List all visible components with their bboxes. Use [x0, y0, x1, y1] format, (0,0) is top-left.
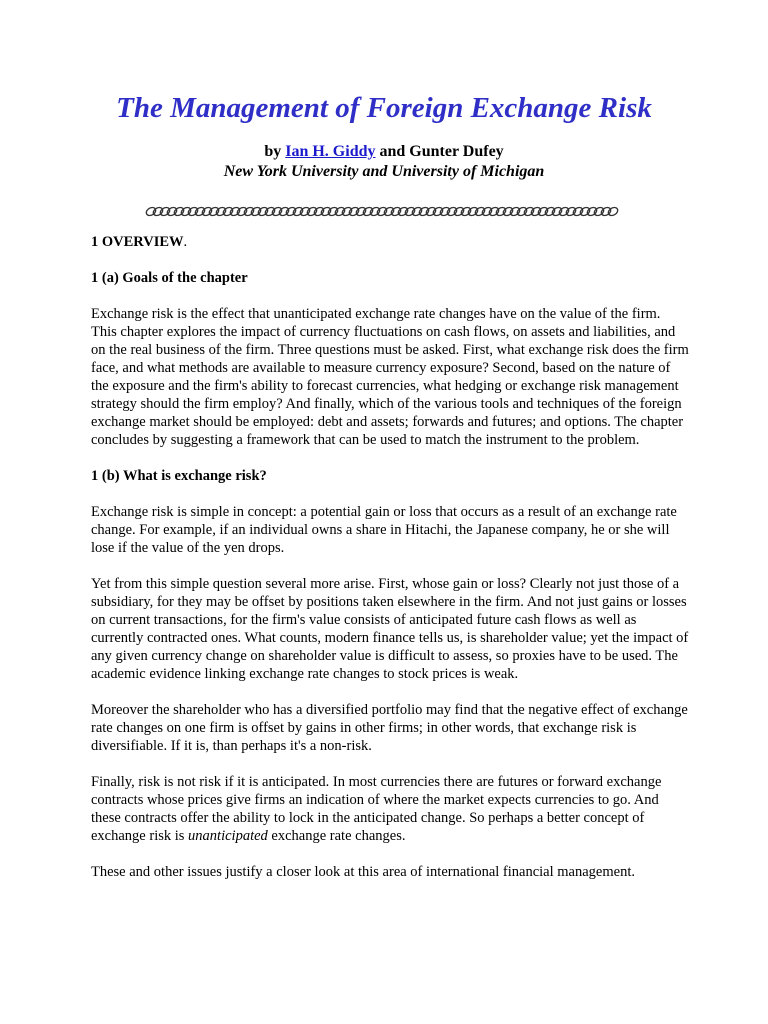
main-content: [91, 233, 689, 899]
author-link[interactable]: Ian H. Giddy: [285, 143, 376, 160]
byline: [0, 142, 768, 162]
paragraph-exchange-risk-3: Moreover the shareholder who has a diversified portfolio may find that the negative effect of exchange rate changes on one firm is offset by gains in other firms; in other words, that exchange risk is diversifiable. If it is, than perhaps it's a non-risk.: [91, 702, 688, 754]
section-heading-overview: 1 OVERVIEW.: [91, 234, 188, 250]
paragraph-exchange-risk-1: Exchange risk is simple in concept: a potential gain or loss that occurs as a result of an exchange rate change. For example, if an individual owns a share in Hitachi, the Japanese company, he or she will lose if the value of the yen drops.: [91, 504, 677, 556]
section-heading-exchange-risk: 1 (b) What is exchange risk?: [91, 468, 267, 484]
paragraph-goals: Exchange risk is the effect that unanticipated exchange rate changes have on the value of the firm. This chapter explores the impact of currency fluctuations on cash flows, on assets and liabilities, and on the real business of the firm. Three questions must be asked. First, what exchange risk does the firm face, and what methods are available to measure currency exposure? Second, based on the nature of the exposure and the firm's ability to forecast currencies, what hedging or exchange risk management strategy should the firm employ? And finally, which of the various tools and techniques of the foreign exchange market should be employed: debt and assets; forwards and futures; and options. The chapter concludes by suggesting a framework that can be used to match the instrument to the problem.: [91, 306, 689, 448]
byline-coauthor: and Gunter Dufey: [375, 143, 504, 160]
paragraph-exchange-risk-5: These and other issues justify a closer look at this area of international financial management.: [91, 864, 635, 880]
section-heading-goals: 1 (a) Goals of the chapter: [91, 270, 248, 286]
byline-by: by: [264, 143, 286, 160]
affiliation: New York University and University of Michigan: [223, 163, 545, 180]
decorative-divider: [145, 205, 622, 218]
paragraph-exchange-risk-2: Yet from this simple question several more arise. First, whose gain or loss? Clearly not just those of a subsidiary, for they may be offset by positions taken elsewhere in the firm. And not just gains or losses on current transactions, for the firm's value consists of anticipated future cash flows as well as currently contracted ones. What counts, modern finance tells us, is shareholder value; yet the impact of any given currency change on shareholder value is difficult to assess, so proxies have to be used. The academic evidence linking exchange rate changes to stock prices is weak.: [91, 576, 689, 682]
emphasis-unanticipated: unanticipated: [188, 828, 268, 844]
page-title: The Management of Foreign Exchange Risk: [116, 92, 652, 124]
paragraph-exchange-risk-4: Finally, risk is not risk if it is anticipated. In most currencies there are futures or forward exchange contracts whose prices give firms an indication of where the market expects currencies to go. And these contracts offer the ability to lock in the anticipated change. So perhaps a better concept of exchange risk is unanticipated exchange rate changes.: [91, 774, 662, 844]
